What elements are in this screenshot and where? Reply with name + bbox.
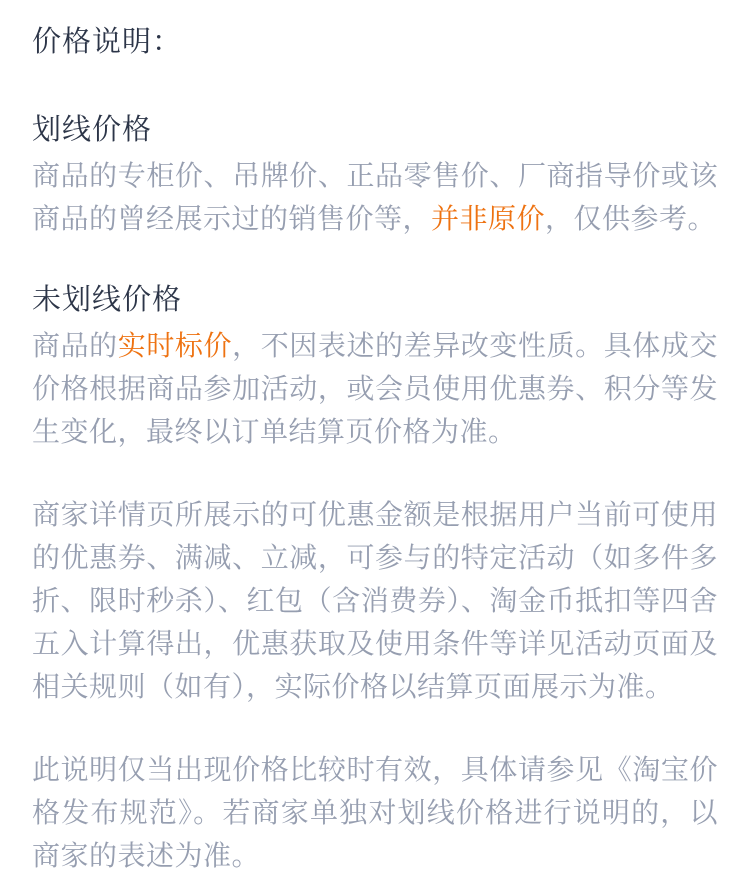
body-text: 商品的 [32,330,118,361]
body-text: 商家详情页所展示的可优惠金额是根据用户当前可使用的优惠券、满减、立减，可参与的特定活动（如多件多折、限时秒杀）、红包（含消费券）、淘金币抵扣等四舍五入计算得出，优惠获取及使用条件等详见活动页面及相关规则（如有），实际价格以结算页面展示为准。 [32,499,718,702]
section-paragraph [32,324,718,453]
section-paragraph [32,154,718,240]
body-text: ，仅供参考。 [545,203,717,234]
section-paragraph [32,493,718,708]
section-paragraph [32,748,718,877]
body-text: ，不因表述的差异改变性质。具体成交价格根据商品参加活动，或会员使用优惠券、积分等发生变化，最终以订单结算页价格为准。 [32,330,718,447]
section-heading: 划线价格 [32,114,153,146]
section-heading: 未划线价格 [32,284,183,316]
highlight-text: 并非原价 [431,203,546,234]
body-text: 商品的专柜价、吊牌价、正品零售价、厂商指导价或该商品的曾经展示过的销售价等， [32,160,718,234]
highlight-text: 实时标价 [117,330,233,361]
body-text: 此说明仅当出现价格比较时有效，具体请参见《淘宝价格发布规范》。若商家单独对划线价格进行说明的，以商家的表述为准。 [32,754,718,871]
page-title: 价格说明： [32,26,183,58]
notice-sections [32,110,718,877]
